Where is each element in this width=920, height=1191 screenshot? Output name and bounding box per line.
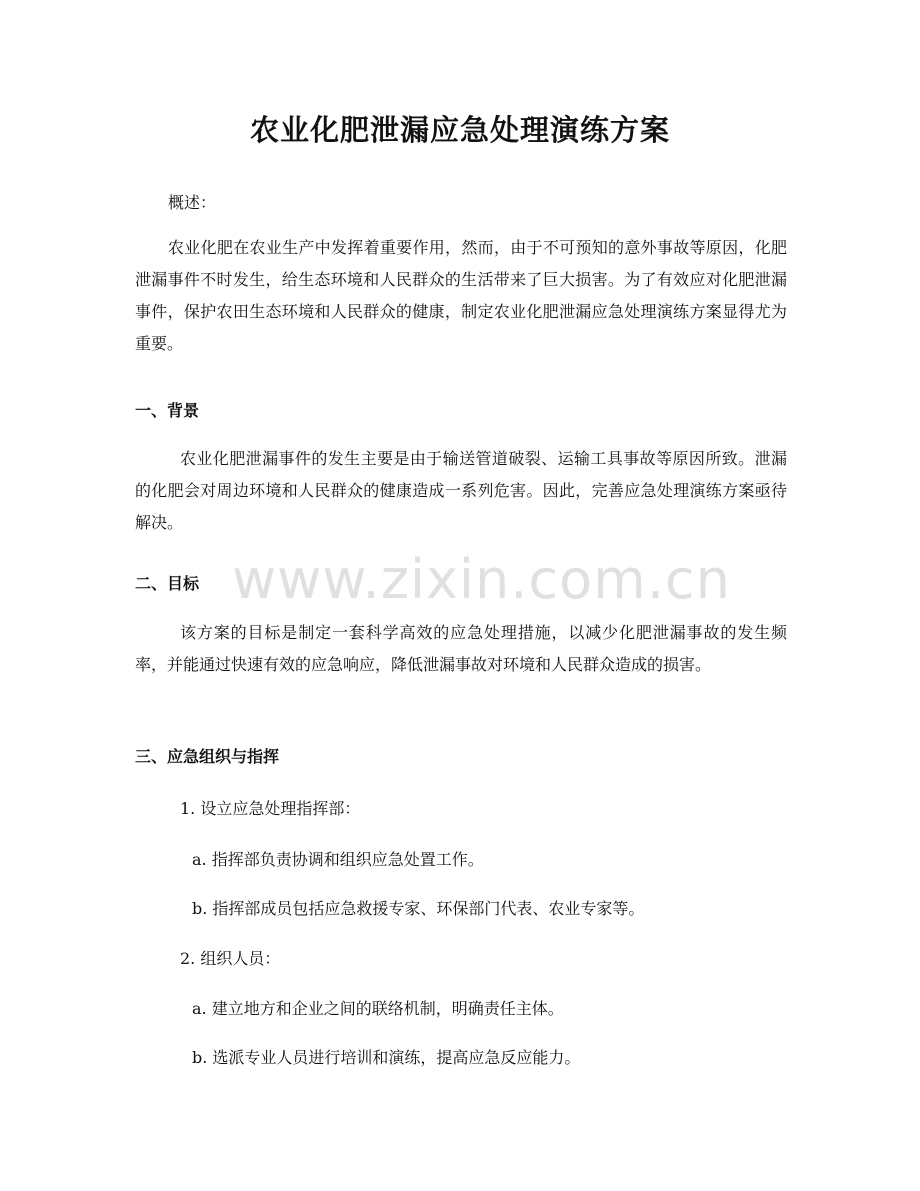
list-subitem: a. 建立地方和企业之间的联络机制，明确责任主体。 (192, 999, 564, 1018)
list-item: 1. 设立应急处理指挥部： (180, 799, 361, 818)
document-title: 农业化肥泄漏应急处理演练方案 (249, 113, 670, 147)
overview-paragraph: 农业化肥在农业生产中发挥着重要作用，然而，由于不可预知的意外事故等原因，化肥泄漏事件不时发生，给生态环境和人民群众的生活带来了巨大损害。为了有效应对化肥泄漏事件，保护农田生态环境和人民群众的健康，制定农业化肥泄漏应急处理演练方案显得尤为重要。 (135, 238, 787, 353)
section-heading-goal: 二、目标 (135, 574, 200, 593)
goal-paragraph: 该方案的目标是制定一套科学高效的应急处理措施，以减少化肥泄漏事故的发生频率，并能通过快速有效的应急响应，降低泄漏事故对环境和人民群众造成的损害。 (135, 623, 787, 674)
list-subitem: a. 指挥部负责协调和组织应急处置工作。 (192, 850, 484, 869)
list-subitem: b. 选派专业人员进行培训和演练，提高应急反应能力。 (192, 1048, 581, 1067)
overview-label: 概述： (168, 193, 217, 212)
watermark-text: www.zixin.com.cn (232, 548, 731, 611)
list-subitem: b. 指挥部成员包括应急救援专家、环保部门代表、农业专家等。 (192, 899, 645, 918)
section-heading-organization: 三、应急组织与指挥 (135, 747, 280, 766)
background-paragraph: 农业化肥泄漏事件的发生主要是由于输送管道破裂、运输工具事故等原因所致。泄漏的化肥会对周边环境和人民群众的健康造成一系列危害。因此，完善应急处理演练方案亟待解决。 (135, 449, 787, 532)
list-item: 2. 组织人员： (180, 949, 281, 968)
section-heading-background: 一、背景 (135, 401, 200, 420)
